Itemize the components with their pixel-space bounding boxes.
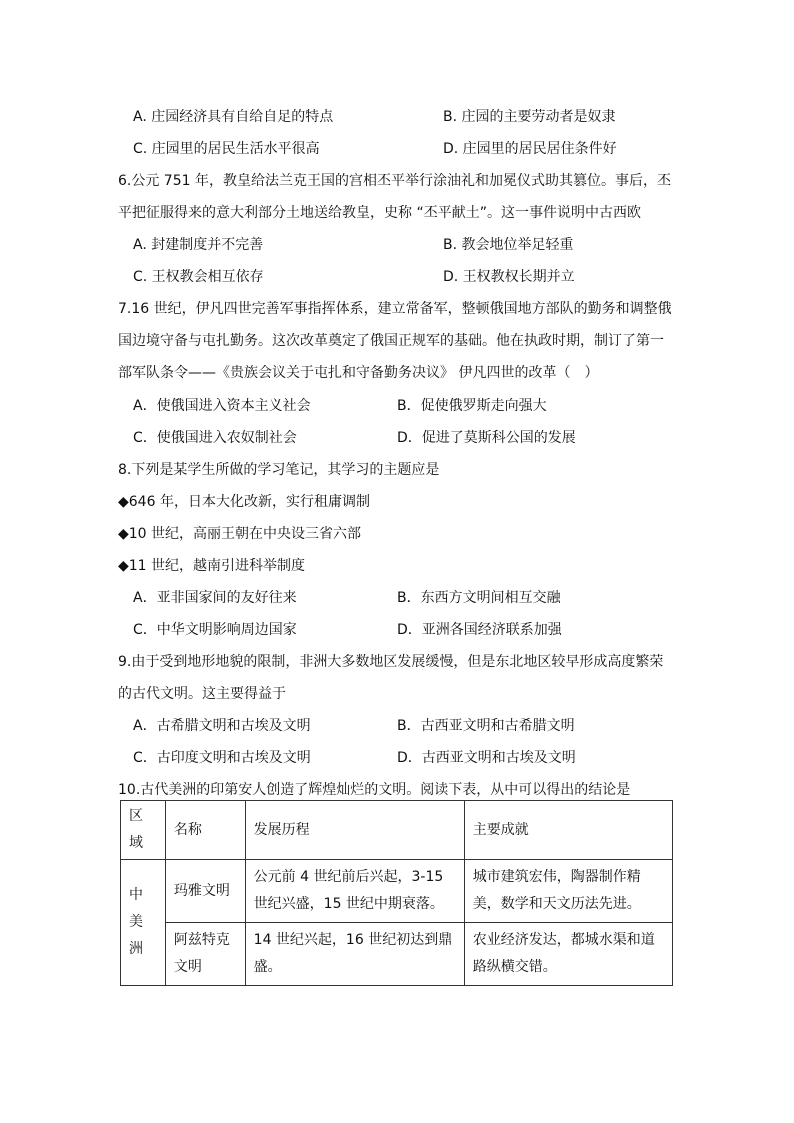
q9-option-c: C．古印度文明和古埃及文明 (133, 750, 311, 766)
table-cell-name: 阿兹特克文明 (165, 923, 245, 986)
table-header-history: 发展历程 (245, 801, 464, 860)
table-row (121, 860, 673, 923)
q7-option-b: B．促使俄罗斯走向强大 (397, 398, 547, 414)
table-header-row (121, 801, 673, 860)
q7-stem-line3: 部军队条令——《贵族会议关于屯扎和守备勤务决议》 伊凡四世的改革（ ） (118, 365, 599, 381)
q5-option-b: B. 庄园的主要劳动者是奴隶 (443, 109, 616, 125)
table-cell-name: 玛雅文明 (165, 860, 245, 923)
q5-option-a: A. 庄园经济具有自给自足的特点 (133, 109, 334, 125)
q9-stem-line2: 的古代文明。这主要得益于 (118, 686, 286, 702)
q8-note-1: ◆646 年，日本大化改新，实行租庸调制 (118, 494, 370, 510)
q6-option-a: A. 封建制度并不完善 (133, 237, 264, 253)
table-header-achievement: 主要成就 (464, 801, 672, 860)
q7-option-c: C．使俄国进入农奴制社会 (133, 430, 297, 446)
q9-option-a: A．古希腊文明和古埃及文明 (133, 718, 311, 734)
table-cell-region: 中美洲 (121, 860, 166, 986)
q5-option-d: D. 庄园里的居民居住条件好 (443, 141, 617, 157)
table-header-name: 名称 (165, 801, 245, 860)
q9-option-d: D．古西亚文明和古埃及文明 (397, 750, 576, 766)
q8-option-c: C．中华文明影响周边国家 (133, 622, 297, 638)
q6-option-b: B. 教会地位举足轻重 (443, 237, 574, 253)
q6-option-d: D. 王权教权长期并立 (443, 269, 575, 285)
q7-option-d: D．促进了莫斯科公国的发展 (397, 430, 576, 446)
table-cell-history: 公元前 4 世纪前后兴起，3-15 世纪兴盛，15 世纪中期衰落。 (245, 860, 464, 923)
table-cell-achievement: 农业经济发达，都城水渠和道路纵横交错。 (464, 923, 672, 986)
q7-option-a: A．使俄国进入资本主义社会 (133, 398, 311, 414)
q8-stem: 8.下列是某学生所做的学习笔记，其学习的主题应是 (118, 462, 440, 478)
q10-stem: 10.古代美洲的印第安人创造了辉煌灿烂的文明。阅读下表，从中可以得出的结论是 (118, 782, 631, 798)
civilization-table (120, 800, 673, 986)
q6-stem-line2: 平把征服得来的意大利部分土地送给教皇，史称 “丕平献土”。这一事件说明中古西欧 (118, 205, 641, 221)
q9-option-b: B．古西亚文明和古希腊文明 (397, 718, 575, 734)
q9-stem-line1: 9.由于受到地形地貌的限制，非洲大多数地区发展缓慢，但是东北地区较早形成高度繁荣 (118, 654, 664, 670)
table-cell-history: 14 世纪兴起，16 世纪初达到鼎盛。 (245, 923, 464, 986)
q7-stem-line2: 国边境守备与屯扎勤务。这次改革奠定了俄国正规军的基础。他在执政时期，制订了第一 (118, 333, 664, 349)
q8-note-3: ◆11 世纪，越南引进科举制度 (118, 558, 306, 574)
table-cell-achievement: 城市建筑宏伟，陶器制作精美，数学和天文历法先进。 (464, 860, 672, 923)
table-row (121, 923, 673, 986)
q8-option-a: A．亚非国家间的友好往来 (133, 590, 297, 606)
q8-note-2: ◆10 世纪，高丽王朝在中央设三省六部 (118, 526, 362, 542)
q8-option-d: D．亚洲各国经济联系加强 (397, 622, 562, 638)
q6-stem-line1: 6.公元 751 年，教皇给法兰克王国的宫相丕平举行涂油礼和加冕仪式助其篡位。事后，丕 (118, 173, 671, 189)
q8-option-b: B．东西方文明间相互交融 (397, 590, 561, 606)
table-header-region: 区域 (121, 801, 166, 860)
q5-option-c: C. 庄园里的居民生活水平很高 (133, 141, 320, 157)
q6-option-c: C. 王权教会相互依存 (133, 269, 264, 285)
q7-stem-line1: 7.16 世纪，伊凡四世完善军事指挥体系，建立常备军，整顿俄国地方部队的勤务和调整俄 (118, 301, 672, 317)
